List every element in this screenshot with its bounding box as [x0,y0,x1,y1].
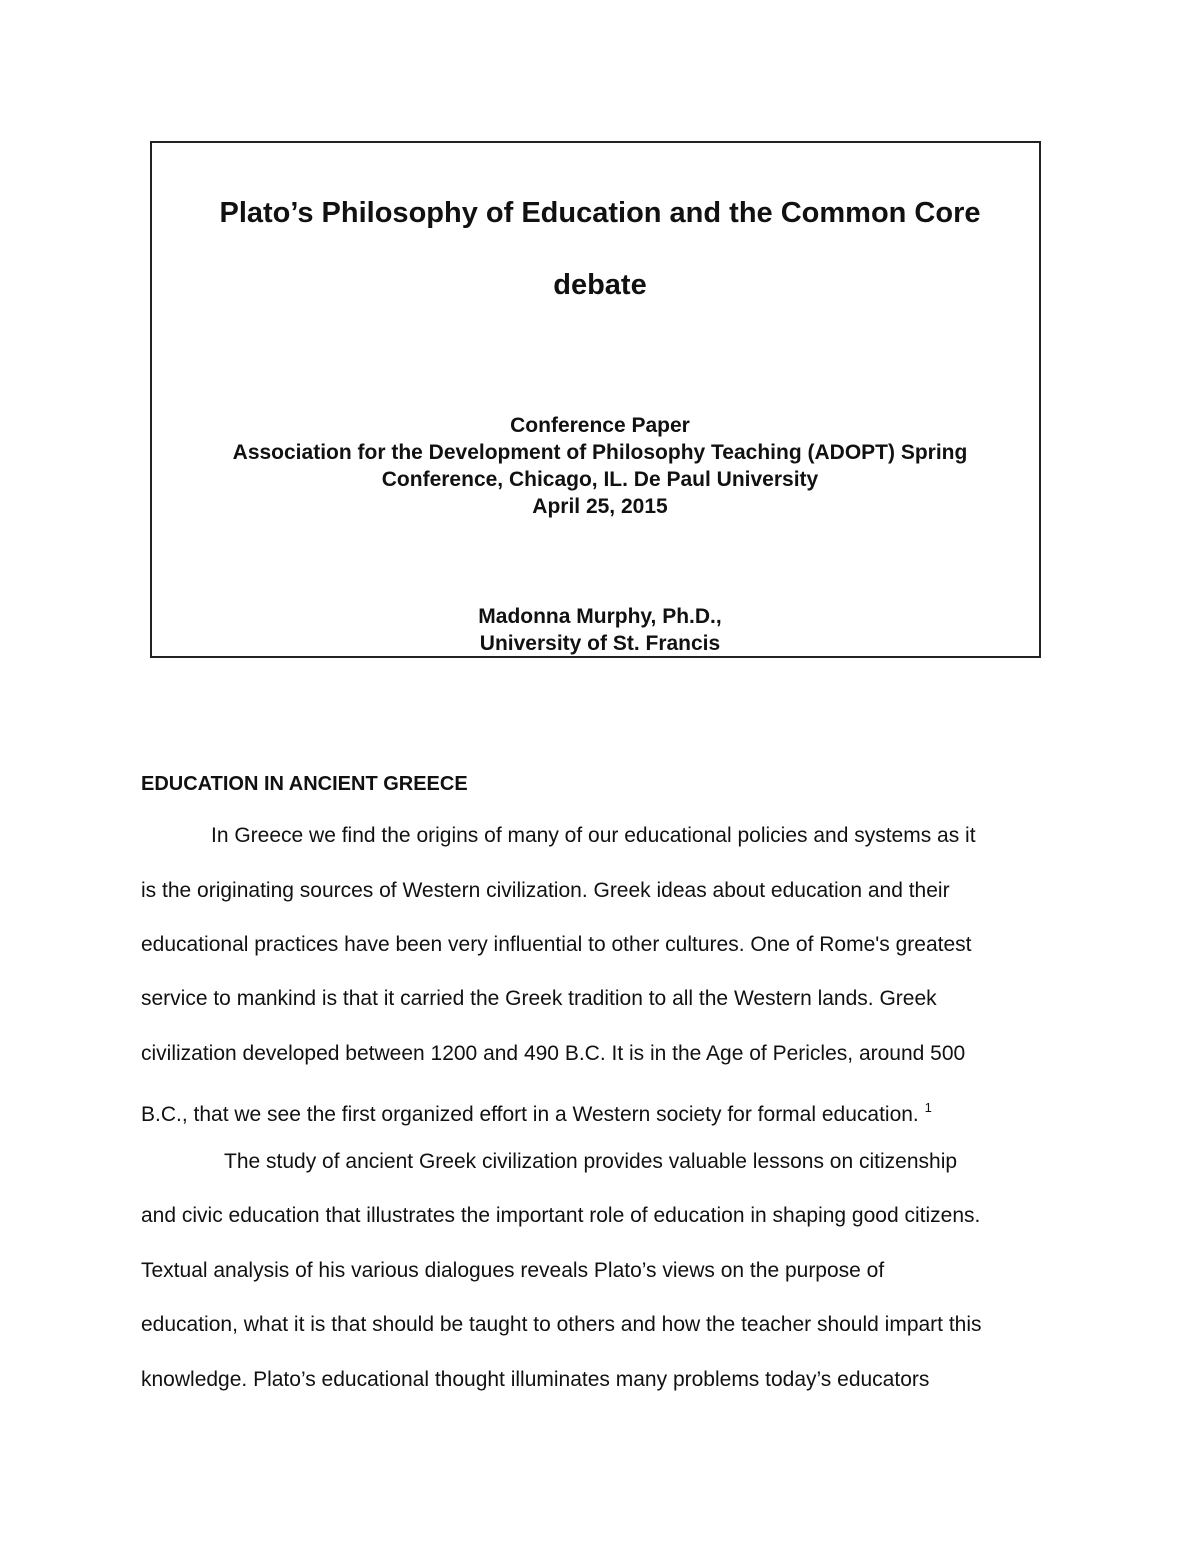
body-line: civilization developed between 1200 and 490 B.C. It is in the Age of Pericles, around 500 [141,1042,966,1065]
author-affiliation: University of St. Francis [479,632,721,655]
body-line: educational practices have been very influential to other cultures. One of Rome's greatest [141,933,972,956]
conference-date: April 25, 2015 [532,495,668,518]
author-info [0,603,1200,657]
conference-line: Conference Paper [510,414,690,437]
conference-info [0,412,1200,520]
body-line: education, what it is that should be taught to others and how the teacher should impart this [141,1313,982,1336]
body-line: knowledge. Plato’s educational thought illuminates many problems today’s educators [141,1368,930,1391]
footnote-marker[interactable]: 1 [924,1100,932,1115]
document-title [0,177,1200,321]
body-line-text: B.C., that we see the first organized effort in a Western society for formal education. [141,1103,919,1126]
author-name: Madonna Murphy, Ph.D., [478,605,722,628]
body-line-with-footnote [141,1094,932,1129]
conference-line: Association for the Development of Philosophy Teaching (ADOPT) Spring [232,441,968,464]
body-line: service to mankind is that it carried the Greek tradition to all the Western lands. Greek [141,987,937,1010]
body-line: and civic education that illustrates the important role of education in shaping good citizens. [141,1204,981,1227]
title-line-1: Plato’s Philosophy of Education and the Common Core [219,197,981,229]
body-line: is the originating sources of Western civilization. Greek ideas about education and their [141,879,950,902]
body-line: The study of ancient Greek civilization provides valuable lessons on citizenship [224,1150,958,1173]
body-line: In Greece we find the origins of many of our educational policies and systems as it [211,824,976,847]
title-line-2: debate [553,269,647,301]
section-heading: EDUCATION IN ANCIENT GREECE [141,773,468,795]
conference-line: Conference, Chicago, IL. De Paul University [381,468,819,491]
body-line: Textual analysis of his various dialogues reveals Plato’s views on the purpose of [141,1259,885,1282]
